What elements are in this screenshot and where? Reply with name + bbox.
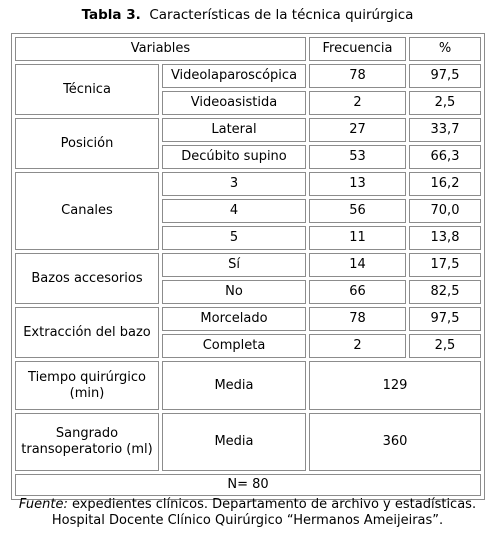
row-category: Sí bbox=[162, 253, 306, 277]
header-variables: Variables bbox=[15, 37, 306, 61]
table-row bbox=[15, 172, 481, 196]
group-label: Extracción del bazo bbox=[15, 307, 159, 358]
table-row bbox=[15, 307, 481, 331]
group-label: Posición bbox=[15, 118, 159, 169]
header-row bbox=[15, 37, 481, 61]
header-frecuencia: Frecuencia bbox=[309, 37, 406, 61]
table-title: Características de la técnica quirúrgica bbox=[149, 7, 414, 23]
table-row bbox=[15, 361, 481, 410]
group-label: Bazos accesorios bbox=[15, 253, 159, 304]
sangrado-value: 360 bbox=[309, 413, 481, 471]
row-frequency: 13 bbox=[309, 172, 406, 196]
row-frequency: 56 bbox=[309, 199, 406, 223]
row-percent: 17,5 bbox=[409, 253, 481, 277]
characteristics-table bbox=[11, 33, 485, 500]
sangrado-label: Sangrado transoperatorio (ml) bbox=[15, 413, 159, 471]
table-row bbox=[15, 64, 481, 88]
group-label: Canales bbox=[15, 172, 159, 250]
tiempo-label: Tiempo quirúrgico (min) bbox=[15, 361, 159, 410]
row-frequency: 66 bbox=[309, 280, 406, 304]
row-frequency: 14 bbox=[309, 253, 406, 277]
row-frequency: 11 bbox=[309, 226, 406, 250]
row-percent: 2,5 bbox=[409, 334, 481, 358]
total-row bbox=[15, 474, 481, 496]
footer-source: expedientes clínicos. Departamento de archivo y estadísticas. bbox=[71, 497, 477, 512]
row-category: Videolaparoscópica bbox=[162, 64, 306, 88]
row-percent: 66,3 bbox=[409, 145, 481, 169]
row-percent: 97,5 bbox=[409, 307, 481, 331]
row-percent: 2,5 bbox=[409, 91, 481, 115]
row-category: Decúbito supino bbox=[162, 145, 306, 169]
table-caption bbox=[0, 7, 495, 23]
row-category: Morcelado bbox=[162, 307, 306, 331]
row-category: Videoasistida bbox=[162, 91, 306, 115]
fuente-label: Fuente: bbox=[18, 497, 68, 512]
row-percent: 16,2 bbox=[409, 172, 481, 196]
row-category: 3 bbox=[162, 172, 306, 196]
row-frequency: 78 bbox=[309, 64, 406, 88]
row-category: No bbox=[162, 280, 306, 304]
table-row bbox=[15, 253, 481, 277]
row-percent: 82,5 bbox=[409, 280, 481, 304]
footer-line-1 bbox=[0, 497, 495, 513]
row-frequency: 2 bbox=[309, 91, 406, 115]
table-footer bbox=[0, 497, 495, 529]
row-category: Lateral bbox=[162, 118, 306, 142]
row-percent: 70,0 bbox=[409, 199, 481, 223]
tiempo-value: 129 bbox=[309, 361, 481, 410]
footer-line-2: Hospital Docente Clínico Quirúrgico “Hermanos Ameijeiras”. bbox=[51, 513, 444, 528]
row-frequency: 27 bbox=[309, 118, 406, 142]
row-category: 4 bbox=[162, 199, 306, 223]
row-frequency: 53 bbox=[309, 145, 406, 169]
sangrado-stat: Media bbox=[162, 413, 306, 471]
header-percent: % bbox=[409, 37, 481, 61]
row-frequency: 78 bbox=[309, 307, 406, 331]
row-percent: 97,5 bbox=[409, 64, 481, 88]
row-percent: 13,8 bbox=[409, 226, 481, 250]
table-number: Tabla 3. bbox=[81, 7, 141, 23]
tiempo-stat: Media bbox=[162, 361, 306, 410]
total-n: N= 80 bbox=[15, 474, 481, 496]
row-category: Completa bbox=[162, 334, 306, 358]
row-frequency: 2 bbox=[309, 334, 406, 358]
table-row bbox=[15, 118, 481, 142]
row-category: 5 bbox=[162, 226, 306, 250]
table-row bbox=[15, 413, 481, 471]
row-percent: 33,7 bbox=[409, 118, 481, 142]
group-label: Técnica bbox=[15, 64, 159, 115]
